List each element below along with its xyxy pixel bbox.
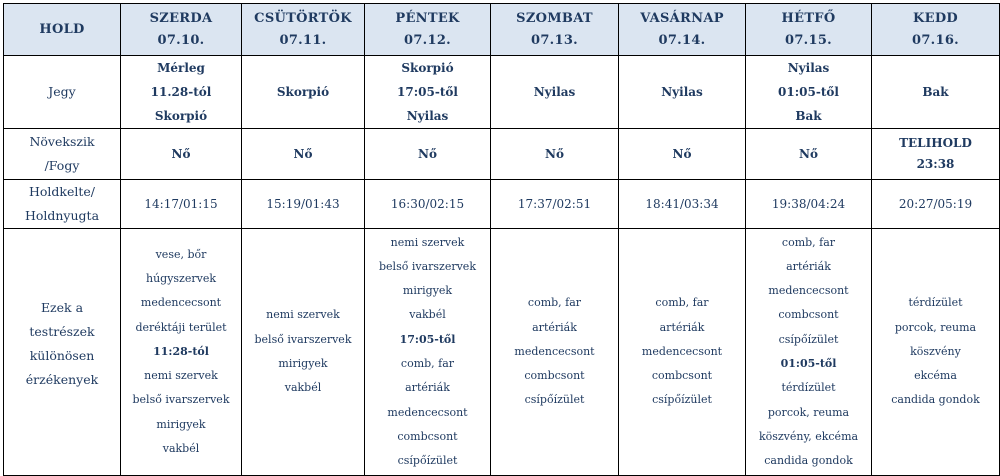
day-name: KEDD xyxy=(913,10,958,26)
cell-line: 17:05-től xyxy=(397,85,458,99)
moon-calendar xyxy=(3,3,1000,476)
cell-line: comb, far xyxy=(781,235,836,249)
cell-line: mirigyek xyxy=(278,357,328,370)
cell-line: TELIHOLD xyxy=(899,136,972,150)
day-header xyxy=(619,4,746,56)
cell-line: Bak xyxy=(795,109,822,123)
cell-line: vakbél xyxy=(162,442,200,456)
holdkelte-cell: 15:19/01:43 xyxy=(242,180,365,229)
hold-header xyxy=(4,4,121,56)
cell-line: belső ivarszervek xyxy=(132,393,230,407)
novekszik-row-label xyxy=(4,129,121,180)
day-name: VASÁRNAP xyxy=(640,10,724,26)
cell-line: nemi szervek xyxy=(266,308,340,322)
day-name: SZERDA xyxy=(149,10,213,26)
cell-line: térdízület xyxy=(908,296,963,310)
jegy-row-label: Jegy xyxy=(4,56,121,129)
cell-line: csípőízület xyxy=(524,393,585,407)
cell-line: vakbél xyxy=(409,308,446,322)
jegy-cell xyxy=(619,56,746,129)
cell-line: nemi szervek xyxy=(144,369,218,383)
header-row xyxy=(4,4,1000,56)
cell-line: medencecsont xyxy=(387,405,468,419)
cell-line: candida gondok xyxy=(764,454,853,468)
cell-line: comb, far xyxy=(655,296,709,310)
row-label-line: érzékenyek xyxy=(25,372,99,387)
holdkelte-cell: 17:37/02:51 xyxy=(491,180,619,229)
day-name: CSÜTÖRTÖK xyxy=(254,10,352,26)
row-label-line: Növekszik xyxy=(29,134,95,149)
novekszik-cell xyxy=(121,129,242,180)
holdkelte-cell: 20:27/05:19 xyxy=(872,180,1000,229)
holdkelte-cell: 18:41/03:34 xyxy=(619,180,746,229)
cell-line: deréktáji terület xyxy=(135,320,227,334)
cell-line: Nyilas xyxy=(661,85,703,99)
day-date: 07.11. xyxy=(279,32,327,48)
cell-line: belső ivarszervek xyxy=(254,332,352,346)
day-header xyxy=(121,4,242,56)
cell-line: porcok, reuma xyxy=(894,320,977,334)
cell-line: csípőízület xyxy=(397,454,458,468)
holdkelte-cell: 14:17/01:15 xyxy=(121,180,242,229)
row-label-line: Holdnyugta xyxy=(24,208,100,223)
holdkelte-row-label xyxy=(4,180,121,229)
novekszik-cell xyxy=(365,129,491,180)
cell-line: Nő xyxy=(545,147,564,161)
day-header xyxy=(746,4,872,56)
cell-line: medencecsont xyxy=(641,344,723,358)
jegy-cell xyxy=(491,56,619,129)
cell-line: combcsont xyxy=(651,369,713,383)
day-header xyxy=(491,4,619,56)
holdkelte-row xyxy=(4,180,1000,229)
cell-line: csípőízület xyxy=(778,332,839,346)
cell-line: csípőízület xyxy=(652,393,712,407)
day-date: 07.13. xyxy=(530,32,579,48)
testreszek-cell xyxy=(121,229,242,476)
novekszik-cell xyxy=(619,129,746,180)
cell-line: 23:38 xyxy=(916,157,955,171)
cell-line: Skorpió xyxy=(154,109,208,123)
day-date: 07.16. xyxy=(911,32,960,48)
cell-line: mirigyek xyxy=(402,284,453,298)
cell-line: mirigyek xyxy=(156,417,206,431)
jegy-cell xyxy=(242,56,365,129)
novekszik-cell xyxy=(491,129,619,180)
day-date: 07.14. xyxy=(658,32,706,48)
testreszek-cell xyxy=(619,229,746,476)
cell-line: köszvény xyxy=(910,344,961,358)
cell-line: Nő xyxy=(293,147,313,161)
novekszik-cell xyxy=(872,129,1000,180)
cell-line: 11.28-tól xyxy=(150,85,212,99)
cell-line: combcsont xyxy=(524,369,585,383)
day-name: PÉNTEK xyxy=(395,10,460,26)
jegy-cell xyxy=(365,56,491,129)
jegy-row xyxy=(4,56,1000,129)
cell-line: nemi szervek xyxy=(390,235,465,249)
day-date: 07.10. xyxy=(157,32,205,48)
day-date: 07.15. xyxy=(784,32,833,48)
holdkelte-cell: 19:38/04:24 xyxy=(746,180,872,229)
testreszek-cell xyxy=(365,229,491,476)
cell-line: candida gondok xyxy=(891,393,980,407)
cell-line: vakbél xyxy=(284,381,322,395)
cell-line: Nő xyxy=(799,147,818,161)
testreszek-cell xyxy=(491,229,619,476)
cell-line: belső ivarszervek xyxy=(379,259,476,273)
day-date: 07.12. xyxy=(403,32,452,48)
cell-line: comb, far xyxy=(527,296,582,310)
cell-line: 11:28-tól xyxy=(153,344,209,358)
day-header xyxy=(242,4,365,56)
cell-line: térdízület xyxy=(781,381,836,395)
cell-line: Skorpió xyxy=(401,61,454,75)
cell-line: Nyilas xyxy=(406,109,449,123)
cell-line: 01:05-től xyxy=(780,357,837,370)
cell-line: Nő xyxy=(171,147,191,161)
row-label-line: testrészek xyxy=(29,324,95,339)
cell-line: artériák xyxy=(532,320,577,334)
testreszek-row xyxy=(4,229,1000,476)
cell-line: combcsont xyxy=(397,429,458,443)
novekszik-cell xyxy=(242,129,365,180)
testreszek-row-label xyxy=(4,229,121,476)
cell-line: köszvény, ekcéma xyxy=(758,429,859,443)
cell-line: 17:05-től xyxy=(399,332,456,346)
cell-line: Bak xyxy=(922,85,949,99)
cell-line: ekcéma xyxy=(914,369,957,383)
day-name: SZOMBAT xyxy=(516,10,593,26)
cell-line: porcok, reuma xyxy=(767,405,850,419)
cell-line: medencecsont xyxy=(514,344,595,358)
cell-line: artériák xyxy=(405,381,450,395)
cell-line: Nő xyxy=(418,147,437,161)
day-name: HÉTFŐ xyxy=(781,10,836,26)
testreszek-cell xyxy=(746,229,872,476)
testreszek-cell xyxy=(242,229,365,476)
cell-line: comb, far xyxy=(400,357,455,370)
cell-line: Skorpió xyxy=(276,85,330,99)
row-label-line: Holdkelte/ xyxy=(28,184,96,199)
cell-line: Nyilas xyxy=(533,85,576,99)
jegy-cell xyxy=(746,56,872,129)
cell-line: húgyszervek xyxy=(145,271,217,285)
moon-calendar-table xyxy=(3,3,1000,476)
cell-line: Nyilas xyxy=(787,61,830,75)
jegy-cell xyxy=(872,56,1000,129)
holdkelte-cell: 16:30/02:15 xyxy=(365,180,491,229)
day-header xyxy=(872,4,1000,56)
cell-line: medencecsont xyxy=(768,284,849,298)
cell-line: 01:05-től xyxy=(778,85,839,99)
hold-label: HOLD xyxy=(39,21,85,37)
cell-line: Mérleg xyxy=(157,61,205,75)
cell-line: Nő xyxy=(672,147,692,161)
cell-line: medencecsont xyxy=(140,296,222,310)
cell-line: vese, bőr xyxy=(155,247,207,261)
row-label-line: /Fogy xyxy=(44,158,80,173)
jegy-cell xyxy=(121,56,242,129)
cell-line: artériák xyxy=(659,320,705,334)
cell-line: combcsont xyxy=(778,308,839,322)
novekszik-cell xyxy=(746,129,872,180)
novekszik-row xyxy=(4,129,1000,180)
row-label-line: különösen xyxy=(29,348,95,363)
testreszek-cell xyxy=(872,229,1000,476)
cell-line: artériák xyxy=(786,259,831,273)
day-header xyxy=(365,4,491,56)
row-label-line: Ezek a xyxy=(40,300,84,315)
